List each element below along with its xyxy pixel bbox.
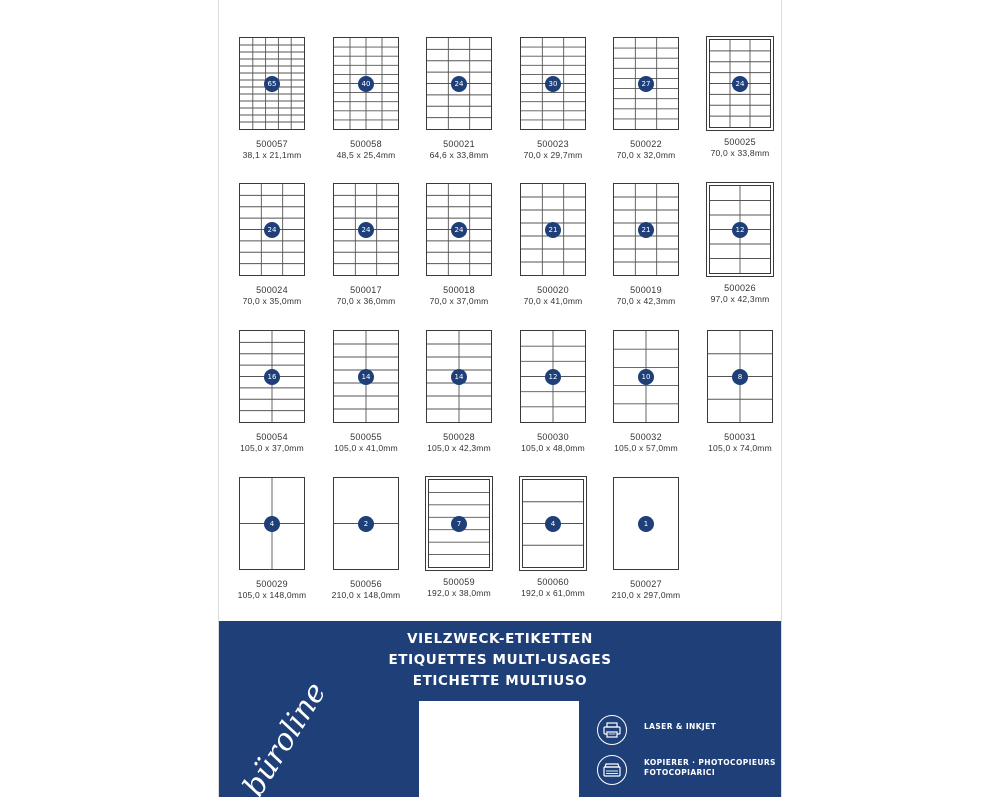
labels-per-sheet-badge: 30 [545,76,561,92]
label-sheet-thumbnail [707,330,773,423]
article-number: 500054 [256,432,288,442]
label-dimensions: 70,0 x 33,8mm [710,148,770,158]
label-sheet-thumbnail [613,330,679,423]
label-sheet-thumbnail [426,37,492,130]
label-format-500029 [225,477,319,600]
labels-per-sheet-badge: 2 [358,516,374,532]
article-number: 500028 [443,432,475,442]
feature-copier-line1: KOPIERER · PHOTOCOPIEURS [644,758,776,767]
labels-per-sheet-badge: 24 [451,222,467,238]
labels-per-sheet-badge: 40 [358,76,374,92]
article-number: 500018 [443,285,475,295]
labels-per-sheet-badge: 4 [264,516,280,532]
labels-per-sheet-badge: 27 [638,76,654,92]
label-sheet-thumbnail [709,39,771,128]
product-sheet [218,0,782,803]
label-dimensions: 105,0 x 48,0mm [521,443,585,453]
label-dimensions: 105,0 x 148,0mm [237,590,307,600]
label-sheet-thumbnail [239,37,305,130]
copier-icon [597,755,627,785]
label-format-500031 [693,330,787,453]
white-label-window [419,701,579,797]
label-format-500058 [319,37,413,160]
label-dimensions: 97,0 x 42,3mm [710,294,770,304]
label-dimensions: 105,0 x 74,0mm [708,443,772,453]
label-format-500022 [599,37,693,160]
article-number: 500031 [724,432,756,442]
label-dimensions: 192,0 x 38,0mm [427,588,491,598]
labels-per-sheet-badge: 7 [451,516,467,532]
label-dimensions: 70,0 x 29,7mm [523,150,583,160]
labels-per-sheet-badge: 16 [264,369,280,385]
labels-per-sheet-badge: 1 [638,516,654,532]
label-dimensions: 70,0 x 41,0mm [523,296,583,306]
label-sheet-thumbnail [613,183,679,276]
label-sheet-thumbnail [428,479,490,568]
article-number: 500055 [350,432,382,442]
labels-per-sheet-badge: 21 [545,222,561,238]
printer-icon [597,715,627,745]
label-sheet-thumbnail [239,183,305,276]
label-sheet-thumbnail [613,477,679,570]
label-dimensions: 70,0 x 42,3mm [616,296,676,306]
title-italian: ETICHETTE MULTIUSO [412,673,588,689]
article-number: 500058 [350,139,382,149]
label-format-500027 [599,477,693,600]
article-number: 500059 [443,577,475,587]
label-format-500056 [319,477,413,600]
title-german: VIELZWECK-ETIKETTEN [407,631,593,647]
label-dimensions: 105,0 x 42,3mm [427,443,491,453]
feature-copier-text [644,758,776,778]
label-sheet-thumbnail [613,37,679,130]
article-number: 500026 [724,283,756,293]
label-format-500018 [412,183,506,306]
label-dimensions: 70,0 x 37,0mm [429,296,489,306]
labels-per-sheet-badge: 8 [732,369,748,385]
labels-per-sheet-badge: 10 [638,369,654,385]
labels-per-sheet-badge: 24 [451,76,467,92]
labels-per-sheet-badge: 65 [264,76,280,92]
label-dimensions: 64,6 x 33,8mm [429,150,489,160]
labels-per-sheet-badge: 12 [732,222,748,238]
label-sheet-thumbnail [333,477,399,570]
label-dimensions: 70,0 x 36,0mm [336,296,396,306]
label-format-500059 [412,477,506,598]
labels-per-sheet-badge: 14 [451,369,467,385]
label-format-500023 [506,37,600,160]
label-sheet-thumbnail [239,477,305,570]
label-sheet-thumbnail [426,183,492,276]
label-format-500028 [412,330,506,453]
article-number: 500056 [350,579,382,589]
label-dimensions: 192,0 x 61,0mm [521,588,585,598]
label-sheet-thumbnail [520,183,586,276]
article-number: 500025 [724,137,756,147]
article-number: 500023 [537,139,569,149]
label-format-500025 [693,37,787,158]
label-dimensions: 105,0 x 37,0mm [240,443,304,453]
label-format-500060 [506,477,600,598]
article-number: 500019 [630,285,662,295]
article-number: 500057 [256,139,288,149]
label-sheet-thumbnail [333,37,399,130]
label-sheet-thumbnail [522,479,584,568]
label-format-500026 [693,183,787,304]
label-format-500020 [506,183,600,306]
labels-per-sheet-badge: 24 [264,222,280,238]
label-dimensions: 105,0 x 41,0mm [334,443,398,453]
article-number: 500017 [350,285,382,295]
label-format-500055 [319,330,413,453]
labels-per-sheet-badge: 21 [638,222,654,238]
labels-per-sheet-badge: 4 [545,516,561,532]
label-dimensions: 70,0 x 35,0mm [242,296,302,306]
label-format-500021 [412,37,506,160]
labels-per-sheet-badge: 24 [732,76,748,92]
article-number: 500029 [256,579,288,589]
label-sheet-thumbnail [426,330,492,423]
label-sheet-thumbnail [709,185,771,274]
label-format-500024 [225,183,319,306]
label-format-500030 [506,330,600,453]
label-sheet-thumbnail [333,183,399,276]
article-number: 500024 [256,285,288,295]
feature-laser-inkjet-text: LASER & INKJET [644,722,717,731]
label-dimensions: 210,0 x 148,0mm [331,590,401,600]
article-number: 500027 [630,579,662,589]
article-number: 500021 [443,139,475,149]
article-number: 500022 [630,139,662,149]
label-dimensions: 48,5 x 25,4mm [336,150,396,160]
labels-per-sheet-badge: 24 [358,222,374,238]
label-format-500032 [599,330,693,453]
article-number: 500060 [537,577,569,587]
feature-copier-line2: FOTOCOPIARICI [644,768,716,777]
label-dimensions: 38,1 x 21,1mm [242,150,302,160]
bueroline-logo [223,676,353,803]
label-format-500019 [599,183,693,306]
label-dimensions: 105,0 x 57,0mm [614,443,678,453]
label-format-500017 [319,183,413,306]
logo-wordmark: büroline [236,676,334,803]
label-format-500054 [225,330,319,453]
product-banner [219,621,781,803]
label-format-500057 [225,37,319,160]
article-number: 500032 [630,432,662,442]
labels-per-sheet-badge: 12 [545,369,561,385]
label-dimensions: 70,0 x 32,0mm [616,150,676,160]
label-sheet-thumbnail [333,330,399,423]
article-number: 500020 [537,285,569,295]
title-french: ETIQUETTES MULTI-USAGES [388,652,612,668]
label-dimensions: 210,0 x 297,0mm [611,590,681,600]
label-sheet-thumbnail [520,330,586,423]
labels-per-sheet-badge: 14 [358,369,374,385]
label-sheet-thumbnail [520,37,586,130]
article-number: 500030 [537,432,569,442]
label-sheet-thumbnail [239,330,305,423]
